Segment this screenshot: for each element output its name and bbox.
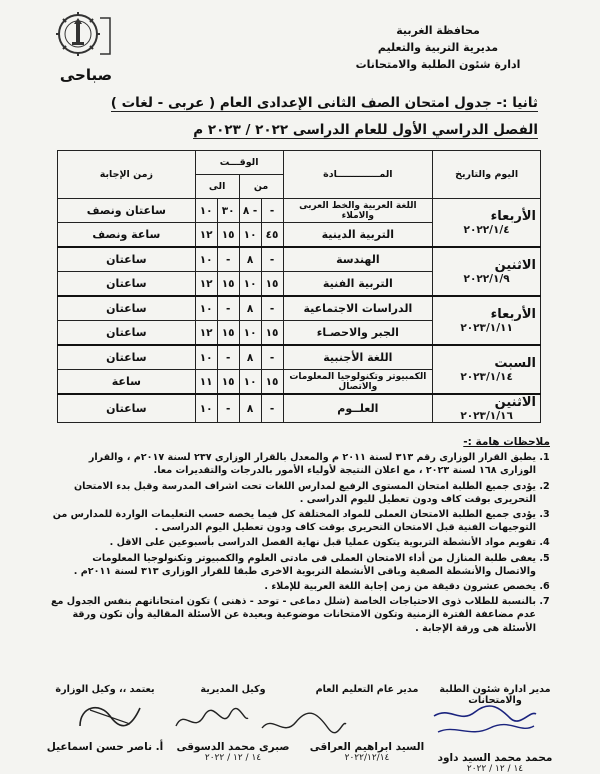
duration-cell: ساعتان (58, 394, 196, 423)
day-date-cell (433, 247, 541, 296)
to-minute-cell: - (217, 394, 239, 423)
to-minute-cell: - (217, 247, 239, 272)
day-date-cell (433, 345, 541, 394)
day-date-cell (433, 394, 541, 423)
duration-cell: ساعتان ونصف (58, 199, 196, 223)
to-minute-cell: ١٥ (217, 223, 239, 248)
exam-table (57, 150, 541, 423)
signer-role: يعتمد ،، وكيل الوزارة (55, 684, 155, 695)
subject-cell: التربية الفنية (283, 272, 433, 297)
duration-cell: ساعتان (58, 272, 196, 297)
signer-name: أ. ناصر حسن اسماعيل (46, 741, 164, 753)
from-minute-cell: - (261, 394, 283, 423)
duration-cell: ساعتان (58, 321, 196, 346)
note-item: 3. يؤدى جميع الطلبة الامتحان العملى للمواد المختلفة كل فيما يخصه حسب التعليمات الواردة للمدارس من التوجيهات الفنية قبل الامتحان التحريرى بوقت كاف ودون تعطيل اليوم الدراسى . (50, 508, 536, 534)
signer-name: السيد ابراهيم العراقى (309, 741, 425, 753)
col-header-duration: زمن الإجابة (58, 151, 196, 199)
to-minute-cell: - (217, 296, 239, 321)
from-hour-cell: ٨ - (239, 199, 261, 223)
from-minute-cell: - (261, 345, 283, 370)
header-block (338, 22, 538, 73)
duration-cell: ساعة ونصف (58, 223, 196, 248)
exam-date: ٢٠٢٣/١/١٤ (460, 371, 513, 383)
subject-cell: اللغة العربية والخط العربى والاملاء (283, 199, 433, 223)
table-row (58, 296, 541, 321)
signer-role: وكيل المديرية (200, 684, 266, 695)
exam-date: ٢٠٢٢/١/٩ (463, 273, 510, 285)
to-hour-cell: ١٢ (195, 272, 217, 297)
to-minute-cell: ١٥ (217, 321, 239, 346)
signer-name: محمد محمد السيد داود (437, 752, 553, 764)
from-minute-cell: ٤٥ (261, 223, 283, 248)
note-item: 5. يعفى طلبة المنازل من أداء الامتحان العملى فى مادتى العلوم والكمبيوتر وتكنولوجيا المعلومات والاتصال والأنشطة الصفية وباقى الأنشطة التربوية الاخرى طبقا للقرار الوزارى ٣١٣ لسنة ٢٠١١م . (50, 552, 536, 578)
table-row (58, 199, 541, 223)
signer-role: مدير ادارة شئون الطلبة والامتحانات (439, 684, 551, 706)
from-hour-cell: ٨ (239, 296, 261, 321)
to-hour-cell: ١١ (195, 370, 217, 395)
governorate-name: محافظة الغربية (396, 24, 480, 37)
from-hour-cell: ١٠ (239, 370, 261, 395)
day-name: السبت (494, 356, 536, 371)
notes-heading: ملاحظات هامة :- (463, 436, 550, 448)
from-hour-cell: ٨ (239, 247, 261, 272)
signature-date: ١٤ / ١٢ / ٢٠٢٢ (466, 764, 524, 774)
from-minute-cell: ١٥ (261, 370, 283, 395)
from-hour-cell: ١٠ (239, 272, 261, 297)
from-minute-cell: ١٥ (261, 272, 283, 297)
exam-date: ٢٠٢٣/١/١١ (460, 322, 513, 334)
duration-cell: ساعة (58, 370, 196, 395)
exam-date: ٢٠٢٣/١/١٦ (460, 410, 513, 422)
from-hour-cell: ١٠ (239, 223, 261, 248)
subject-cell: الهندسة (283, 247, 433, 272)
from-minute-cell: ١٥ (261, 321, 283, 346)
subject-cell: الجبر والاحصـاء (283, 321, 433, 346)
schedule-title: ثانيا :- جدول امتحان الصف الثانى الإعدادى العام ( عربى - لغات ) (110, 95, 538, 111)
day-date-cell (433, 296, 541, 345)
notes-section (50, 436, 550, 637)
directorate-logo-icon (56, 10, 112, 62)
department-name: ادارة شئون الطلبة والامتحانات (355, 58, 521, 71)
signature-date: ١٤ / ١٢ / ٢٠٢٢ (204, 753, 262, 763)
to-hour-cell: ١٠ (195, 247, 217, 272)
duration-cell: ساعتان (58, 296, 196, 321)
subject-cell: العلــوم (283, 394, 433, 423)
table-row (58, 345, 541, 370)
subject-cell: الدراسات الاجتماعية (283, 296, 433, 321)
from-minute-cell: - (261, 247, 283, 272)
signer-role: مدير عام التعليم العام (315, 684, 419, 695)
shift-label: صباحى (59, 66, 113, 84)
col-header-to: الى (195, 175, 239, 199)
to-hour-cell: ١٠ (195, 199, 217, 223)
signature-scribble-icon (170, 704, 250, 740)
signature-scribble-icon (70, 696, 150, 736)
day-name: الأربعاء (490, 307, 536, 322)
exam-date: ٢٠٢٢/١/٤ (463, 224, 510, 236)
subject-cell: الكمبيوتر وتكنولوجيا المعلومات والاتصال (283, 370, 433, 395)
col-header-from: من (239, 175, 283, 199)
subject-cell: التربية الدينية (283, 223, 433, 248)
from-minute-cell: - (261, 296, 283, 321)
duration-cell: ساعتان (58, 247, 196, 272)
to-hour-cell: ١٢ (195, 321, 217, 346)
signature-scribble-icon (430, 704, 540, 744)
to-hour-cell: ١٠ (195, 296, 217, 321)
note-item: 1. يطبق القرار الوزارى رقم ٣١٣ لسنة ٢٠١١ م والمعدل بالقرار الوزارى ٢٣٧ لسنة ٢٠١٧م ، والقرار الوزارى ١٦٨ لسنة ٢٠٢٣ ، مع اعلان النتيجة لأولياء الأمور بالدرجات والتقديرات معا. (50, 451, 536, 477)
day-name: الأربعاء (490, 209, 536, 224)
col-header-day: اليوم والتاريخ (433, 151, 541, 199)
day-name: الاثنين (494, 395, 536, 410)
signature-date: ٢٠٢٢/١٢/١٤ (344, 753, 390, 763)
to-hour-cell: ١٢ (195, 223, 217, 248)
from-hour-cell: ١٠ (239, 321, 261, 346)
from-minute-cell: - (261, 199, 283, 223)
duration-cell: ساعتان (58, 345, 196, 370)
term-title: الفصل الدراسي الأول للعام الدراسى ٢٠٢٢ / ٢٠٢٣ م (193, 122, 538, 138)
day-date-cell (433, 199, 541, 248)
exam-table-body (58, 199, 541, 423)
note-item: 2. يؤدى جميع الطلبة امتحان المستوى الرفيع لمدارس اللغات تحت اشراف المدرسة وقبل بدء الامتحان التحريرى بوقت كاف ودون تعطيل لليوم الدراسى . (50, 480, 536, 506)
to-hour-cell: ١٠ (195, 394, 217, 423)
from-hour-cell: ٨ (239, 345, 261, 370)
note-item: 7. بالنسبة للطلاب ذوى الاحتياجات الخاصة (شلل دماغى - توحد - ذهنى ) تكون امتحاناتهم بنفس الجدول مع عدم مضاعفة الفترة الزمنية وتكون الامتحانات موضوعية وبعيدة عن الأسئلة المقالية وأن تكون ورقة الأسئلة هى ورقة الإجابة . (50, 595, 536, 635)
directorate-name: مديرية التربية والتعليم (377, 41, 499, 54)
from-hour-cell: ٨ (239, 394, 261, 423)
subject-cell: اللغة الأجنبية (283, 345, 433, 370)
note-item: 6. يخصص عشرون دقيقة من زمن إجابة اللغة العربية للإملاء . (50, 580, 536, 593)
signer-name: صبرى محمد الدسوقى (176, 741, 290, 753)
to-minute-cell: ١٥ (217, 370, 239, 395)
col-header-time: الوقـــت (195, 151, 283, 175)
to-minute-cell: ١٥ (217, 272, 239, 297)
signature-scribble-icon (258, 708, 348, 742)
to-minute-cell: ٣٠ (217, 199, 239, 223)
table-row (58, 394, 541, 423)
day-name: الاثنين (494, 258, 536, 273)
note-item: 4. تقويم مواد الأنشطة التربوية يتكون عمليا قبل نهاية الفصل الدراسى بأسبوعين على الاقل . (50, 536, 536, 549)
notes-list (50, 451, 550, 635)
col-header-subject: المـــــــــــــادة (283, 151, 433, 199)
to-hour-cell: ١٠ (195, 345, 217, 370)
table-row (58, 247, 541, 272)
to-minute-cell: - (217, 345, 239, 370)
